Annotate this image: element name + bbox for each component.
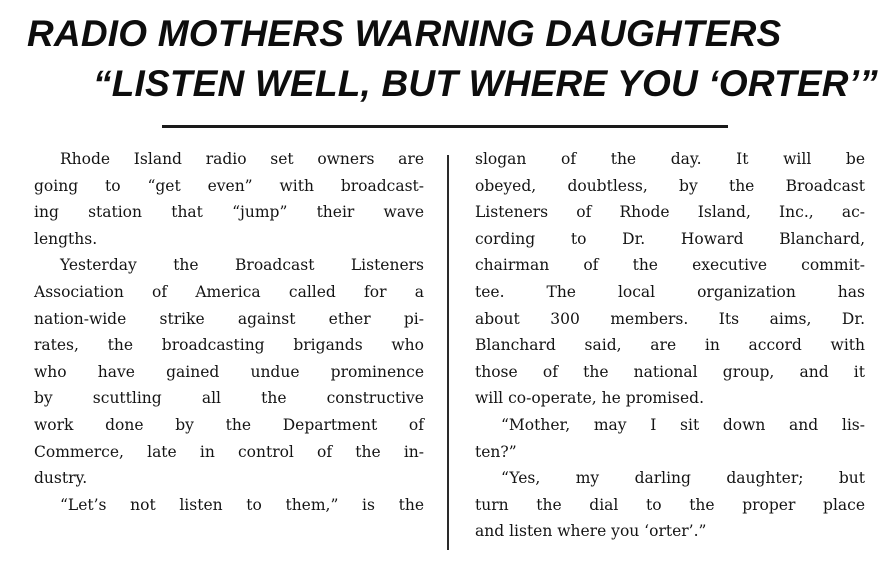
article-line: lengths. [34, 229, 98, 248]
article-line: tee. The local organization has [475, 282, 865, 301]
article-line: turn the dial to the proper place [475, 495, 865, 514]
article-line: Blanchard said, are in accord with [475, 336, 865, 355]
article-line: ing station that “jump” their wave [34, 203, 424, 222]
article-line: Association of America called for a [34, 282, 424, 301]
article-line: Commerce, late in control of the in- [34, 442, 424, 461]
article-line: slogan of the day. It will be [475, 150, 865, 168]
article-line: and listen where you ‘orter’.” [475, 522, 707, 541]
headline-rule [162, 125, 728, 128]
article-column-right [475, 146, 865, 545]
article-line: Listeners of Rhode Island, Inc., ac- [475, 203, 865, 222]
article-line: ten?” [475, 442, 517, 461]
article-line: about 300 members. Its aims, Dr. [475, 309, 865, 328]
article-line: “Yes, my darling daughter; but [501, 469, 865, 488]
article-line: chairman of the executive commit- [475, 256, 865, 275]
article-line: by scuttling all the constructive [34, 389, 424, 408]
article-line: “Let’s not listen to them,” is the [60, 495, 424, 514]
article-line: those of the national group, and it [475, 362, 865, 381]
column-divider [447, 155, 449, 550]
article-line: going to “get even” with broadcast- [34, 176, 424, 195]
article-line: Yesterday the Broadcast Listeners [60, 256, 424, 275]
article-line: will co-operate, he promised. [475, 389, 705, 408]
article-line: rates, the broadcasting brigands who [34, 336, 424, 355]
article-line: “Mother, may I sit down and lis- [501, 415, 865, 434]
article-line: nation-wide strike against ether pi- [34, 309, 424, 328]
article-line: cording to Dr. Howard Blanchard, [475, 229, 865, 248]
article-line: dustry. [34, 469, 88, 488]
article-column-left [34, 146, 424, 518]
article-line: who have gained undue prominence [34, 362, 424, 381]
article-line: obeyed, doubtless, by the Broadcast [475, 176, 865, 195]
article-line: Rhode Island radio set owners are [60, 150, 424, 168]
headline-line-1: RADIO MOTHERS WARNING DAUGHTERS [27, 13, 782, 54]
headline-line-2: “LISTEN WELL, BUT WHERE YOU ‘ORTER’” [93, 63, 878, 104]
article-line: work done by the Department of [34, 415, 424, 434]
